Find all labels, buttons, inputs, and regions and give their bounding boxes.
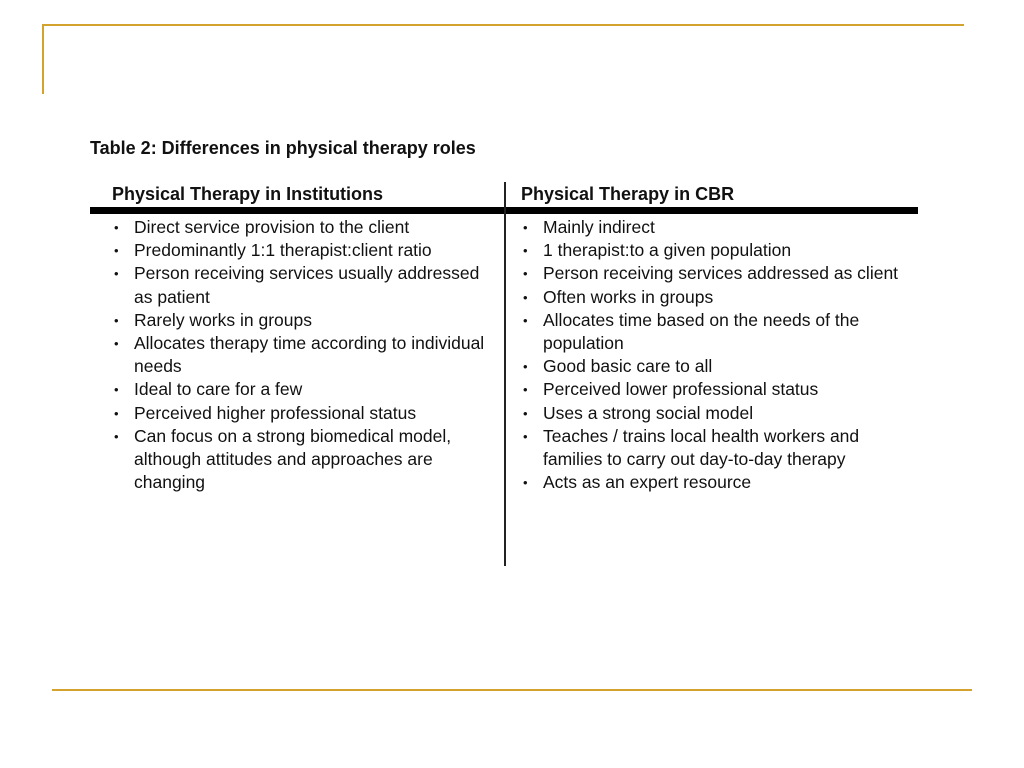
list-item-text: Perceived lower professional status: [543, 379, 819, 400]
bullet-icon: •: [523, 359, 528, 375]
list-item: [521, 309, 916, 355]
bullet-icon: •: [114, 382, 119, 398]
bullet-icon: •: [523, 312, 528, 328]
list-item-text: Direct service provision to the client: [134, 217, 410, 237]
list-item-text: Ideal to care for a few: [134, 379, 303, 400]
list-item: [521, 286, 916, 309]
slide-frame-left-line: [42, 24, 44, 94]
list-item: [112, 262, 497, 308]
list-item-text: Allocates therapy time according to individual needs: [134, 333, 485, 377]
bullet-icon: •: [523, 289, 528, 305]
list-item-text: Person receiving services usually addressed as patient: [134, 263, 480, 307]
list-item: [112, 402, 497, 425]
list-item-text: Good basic care to all: [543, 356, 713, 377]
list-item: [112, 425, 497, 495]
bullet-icon: •: [523, 382, 528, 398]
list-item: [112, 309, 497, 332]
list-item: [521, 378, 916, 401]
list-item-text: Perceived higher professional status: [134, 402, 417, 423]
table-caption: Table 2: Differences in physical therapy roles: [90, 138, 476, 158]
list-item: [112, 378, 497, 401]
list-item-text: Predominantly 1:1 therapist:client ratio: [134, 240, 432, 261]
bullet-icon: •: [523, 428, 528, 444]
bullet-icon: •: [114, 405, 119, 421]
column-header-institutions: Physical Therapy in Institutions: [112, 184, 384, 204]
bullet-icon: •: [523, 475, 528, 491]
column-header-cbr: Physical Therapy in CBR: [521, 184, 735, 204]
bullet-icon: •: [114, 336, 119, 352]
bullet-icon: •: [114, 428, 119, 444]
list-item-text: Can focus on a strong biomedical model, although attitudes and approaches are changing: [134, 425, 452, 493]
list-item: [112, 216, 497, 239]
bullet-icon: •: [114, 220, 119, 235]
list-item-text: Person receiving services addressed as client: [543, 263, 899, 284]
list-item: [521, 239, 916, 262]
list-item: [112, 332, 497, 378]
list-item-text: 1 therapist:to a given population: [543, 240, 792, 261]
list-item-text: Often works in groups: [543, 286, 714, 307]
slide-frame-bottom-line: [52, 689, 972, 691]
list-item: [112, 239, 497, 262]
cbr-list: [521, 216, 916, 494]
bullet-icon: •: [523, 243, 528, 259]
bullet-icon: •: [523, 405, 528, 421]
column-divider: [504, 182, 506, 566]
bullet-icon: •: [114, 266, 119, 282]
bullet-icon: •: [114, 243, 119, 259]
list-item: [521, 216, 916, 239]
list-item: [521, 262, 916, 285]
list-item-text: Teaches / trains local health workers and families to carry out day-to-day therapy: [543, 425, 860, 470]
list-item-text: Rarely works in groups: [134, 309, 312, 330]
list-item-text: Uses a strong social model: [543, 402, 754, 423]
list-item-text: Mainly indirect: [543, 217, 655, 237]
institutions-list: [112, 216, 497, 494]
slide-frame-top-line: [42, 24, 964, 26]
list-item: [521, 402, 916, 425]
bullet-icon: •: [114, 312, 119, 328]
list-item: [521, 471, 916, 494]
bullet-icon: •: [523, 220, 528, 235]
list-item-text: Acts as an expert resource: [543, 472, 752, 493]
list-item: [521, 425, 916, 471]
list-item: [521, 355, 916, 378]
bullet-icon: •: [523, 266, 528, 282]
list-item-text: Allocates time based on the needs of the population: [543, 309, 860, 354]
